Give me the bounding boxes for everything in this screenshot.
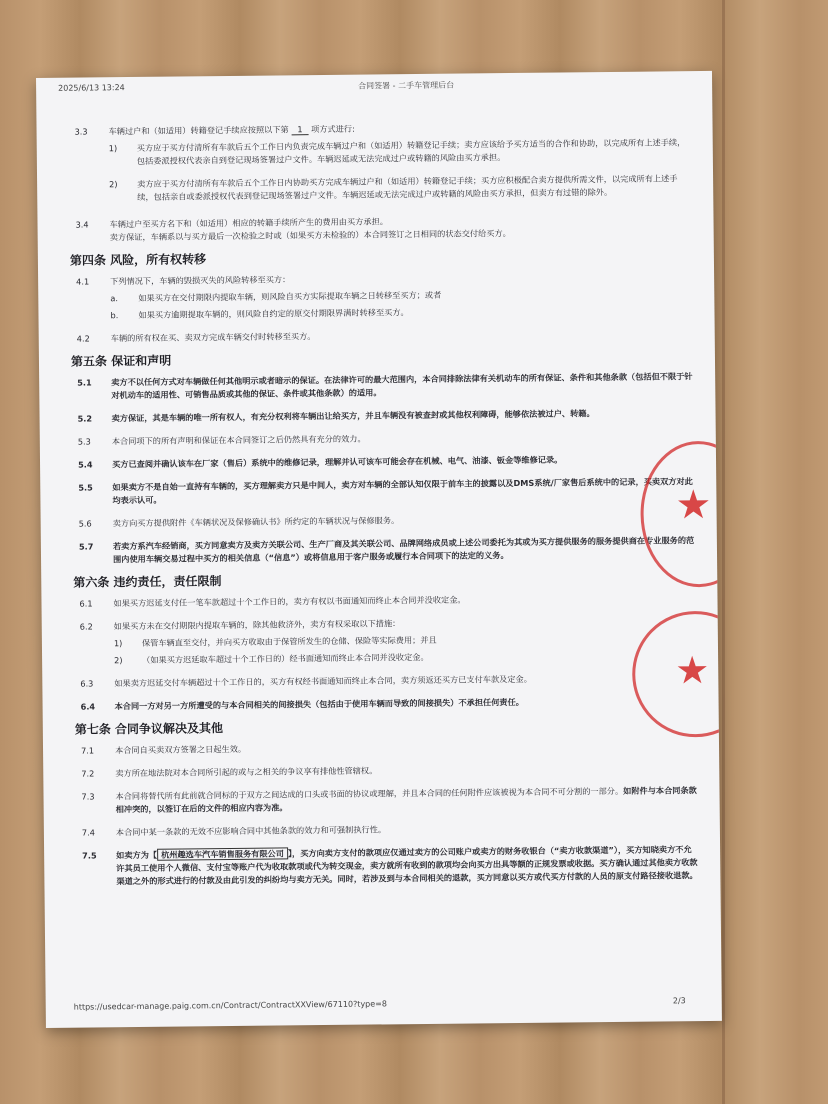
contract-page [36,71,722,1028]
print-footer [74,996,686,1011]
clause-6-1: 6.1 如果买方迟延支付任一笔车款超过十个工作日的，卖方有权以书面通知而终止本合同并没收定金。 [79,594,466,609]
choice-blank: 1 [291,124,308,135]
clause-text: 车辆过户和（如适用）转籍登记手续应按照以下第 [108,124,289,137]
clause-5-3: 5.3 本合同项下的所有声明和保证在本合同签订之后仍然具有充分的效力。 [77,433,366,447]
clause-5-5: 5.5 如果卖方不是自始一直持有车辆的，买方理解卖方只是中间人，卖方对车辆的全部认知仅限于前车主的披露以及DMS系统/厂家售后系统中的记录，买卖双方对此均表示认可。 [78,476,693,506]
sub-clause-1: 1) 买方应于买方付清所有车款后五个工作日内负责完成车辆过户和（如适用）转籍登记手续；卖方应该给予买方适当的合作和协助，以完成所有上述手续，包括委派授权代表亲自到登记现场签署过户文件。车辆迟延或无法完成过户或转籍的风险由买方承担。 [108,137,686,166]
sub-clause-b: b. 如果买方逾期提取车辆的，则风险自约定的原交付期限界满时转移至买方。 [110,307,409,321]
sub-clause-2: 2) 卖方应于买方付清所有车款后五个工作日内协助买方完成车辆过户和（如适用）转籍登记手续；买方应积极配合卖方提供所需文件，以完成所有上述手续，包括亲自或委派授权代表到登记现场签署过户文件。车辆迟延或无法完成过户或转籍的风险由买方承担，但卖方有过错的除外。 [109,173,678,202]
article-5-title: 第五条 保证和声明 [70,353,172,369]
clause-5-2: 5.2 卖方保证，其是车辆的唯一所有权人，有充分权利将车辆出让给买方，并且车辆没有被查封或其他权利障碍，能够依法被过户、转籍。 [77,408,595,424]
clause-7-1: 7.1 本合同自买卖双方签署之日起生效。 [80,743,247,756]
article-7-title: 第七条 合同争议解决及其他 [74,721,224,737]
table-seam [722,0,725,1104]
clause-7-5: 7.5 如卖方为【 杭州趣选车汽车销售服务有限公司 】，买方向卖方支付的款项应仅通过卖方的公司账户或卖方的财务收银台（“卖方收款渠道”），买方知晓卖方不允许其员工使用个人微信、支付宝等账户代为收取款项或代为转交现金，卖方就所有收到的款项均会向买方出具等额的正规发票或收据。买方确认通过其他卖方收款渠道之外的形式进行的付款及由此引发的纠纷均与卖方无关。同时，若涉及到与本合同相关的退款，买方同意以买方或代买方付款的人员的原支付路径接收退款。 [82,844,698,887]
print-url: https://usedcar-manage.paig.com.cn/Contract/ContractXXView/67110?type=8 [73,999,387,1012]
print-header [58,77,690,93]
star-icon: ★ [675,481,712,529]
clause-6-3: 6.3 如果卖方迟延交付车辆超过十个工作日的，买方有权经书面通知而终止本合同，卖方须返还买方已支付车款及定金。 [80,673,532,689]
article-4-title: 第四条 风险，所有权转移 [69,252,207,268]
print-title: 合同签署 - 二手车管理后台 [358,80,455,91]
clause-text: 项方式进行: [311,123,355,135]
page-number: 2/3 [672,996,686,1006]
article-6-title: 第六条 违约责任，责任限制 [73,574,222,590]
clause-number: 3.3 [74,126,88,137]
clause-6-2: 6.2 如果买方未在交付期限内提取车辆的，除其他救济外，卖方有权采取以下措施： 1) 保管车辆直至交付，并向买方收取由于保管所发生的仓储、保险等实际费用；并且 2) （如果买方迟延取车超过十个工作日的）经书面通知而终止本合同并没收定金。 [80,614,696,667]
clause-7-3: 7.3 本合同将替代所有此前就合同标的于双方之间达成的口头或书面的协议或理解，并且本合同的任何附件应该被视为本合同不可分割的一部分。如附件与本合同条款相冲突的，以签订在后的文件的相应内容为准。 [81,785,697,815]
clause-5-7: 5.7 若卖方系汽车经销商，买方同意卖方及卖方关联公司、生产厂商及其关联公司、品牌网络成员或上述公司委托为其或为买方提供服务的服务提供商在专业服务的范围内使用车辆交易过程中买方的相关信息（“信息”）或将信息用于客户服务或履行本合同项下的法定的义务。 [78,535,695,565]
sub-clause-2: 2) （如果买方迟延取车超过十个工作日的）经书面通知而终止本合同并没收定金。 [114,651,429,666]
contract-body [69,119,699,898]
clause-3-4: 3.4 车辆过户至买方名下和（如适用）相应的转籍手续所产生的费用由买方承担。 卖方保证，车辆系以与买方最后一次检验之时或（如果买方未检验的）本合同签订之日相同的状态交付给买方。 [75,216,511,243]
star-icon: ★ [675,647,710,693]
clause-7-4: 7.4 本合同中某一条款的无效不应影响合同中其他条款的效力和可强制执行性。 [81,824,387,838]
clause-4-2: 4.2 车辆的所有权在买、卖双方完成车辆交付时转移至买方。 [76,331,316,344]
clause-7-2: 7.2 卖方所在地法院对本合同所引起的或与之相关的争议享有排他性管辖权。 [81,765,378,779]
sub-clause-a: a. 如果买方在交付期限内提取车辆，则风险自买方实际提取车辆之日转移至买方；或者 [110,289,442,304]
seller-company-name: 杭州趣选车汽车销售服务有限公司 [157,847,288,860]
print-date: 2025/6/13 13:24 [58,83,125,93]
sub-clause-1: 1) 保管车辆直至交付，并向买方收取由于保管所发生的仓储、保险等实际费用；并且 [113,634,437,649]
clause-4-1: 4.1 下列情况下，车辆的毁损灭失的风险转移至买方： a. 如果买方在交付期限内提取车辆，则风险自买方实际提取车辆之日转移至买方；或者 b. 如果买方逾期提取车辆的，则风险自约定的原交付期限界满时转移至买方。 [76,269,692,322]
clause-3-3 [75,119,692,204]
clause-5-1: 5.1 卖方不以任何方式对车辆做任何其他明示或者暗示的保证。在法律许可的最大范围内，本合同排除法律有关机动车的所有保证、条件和其他条款（包括但不限于针对机动车的适用性、可销售品质或其他的保证、条件或其他条款）的适用。 [77,371,693,401]
clause-5-4: 5.4 买方已查阅并确认该车在厂家（售后）系统中的维修记录，理解并认可该车可能会存在机械、电气、油漆、钣金等维修记录。 [77,454,563,470]
clause-5-6: 5.6 卖方向买方提供附件《车辆状况及保修确认书》所约定的车辆状况与保修服务。 [78,515,400,529]
clause-6-4: 6.4 本合同一方对另一方所遭受的与本合同相关的间接损失（包括由于使用车辆而导致的间接损失）不承担任何责任。 [80,696,525,712]
